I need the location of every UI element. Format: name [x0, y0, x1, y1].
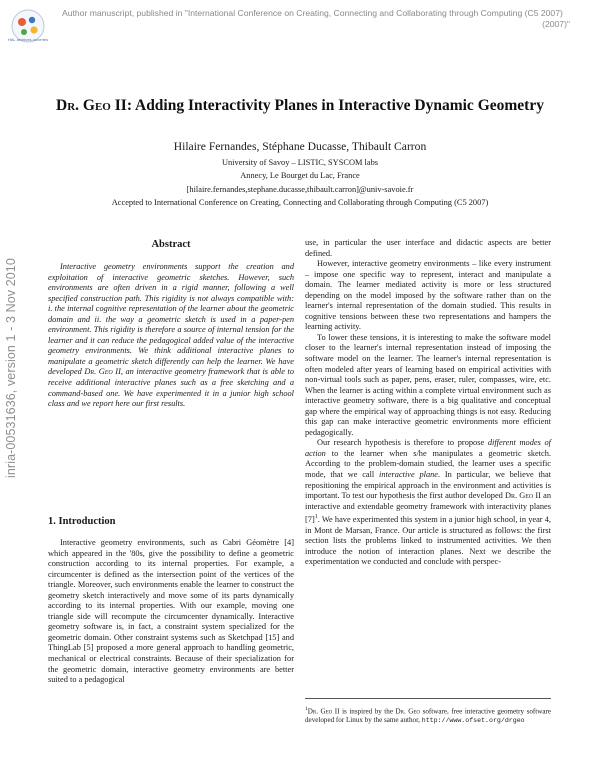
abstract-text-b: , an interactive geometry framework that is able to receive additional interactive planes such as a free sketching and a command-based one. We have experimented it in a junior high school class and we report here our first results.	[48, 367, 294, 409]
hal-logo	[7, 8, 49, 44]
footnote-system-name: Dr. Geo II	[307, 707, 340, 716]
p3-c: to the learner when s/he manipulates a geometric sketch. According to the problem-domain studied, the learner uses a specific mode, that we call	[305, 448, 551, 480]
hal-logo-text: HAL archives-ouvertes	[7, 37, 49, 42]
footnote	[305, 698, 551, 725]
title-rest: : Adding Interactivity Planes in Interactive Dynamic Geometry	[126, 97, 544, 114]
abstract-system-name: Dr. Geo II	[84, 367, 121, 377]
introduction-body	[48, 538, 294, 686]
author-emails: [hilaire.fernandes,stephane.ducasse,thibault.carron]@univ-savoie.fr	[186, 185, 414, 194]
right-paragraph-3	[305, 438, 551, 567]
right-column	[305, 238, 551, 568]
footnote-mark: 1	[305, 706, 308, 712]
right-paragraph-1: However, interactive geometry environments – like every instrument – impose one specific way to represent, interact and manipulate a domain. The learner mediated activity is more or less structured depending on the model imposed by the software rather than on the learner's internal representation of the domain studied. This results in cognitive tensions between these two representations and hampers the learning activity.	[305, 259, 551, 332]
footnote-software-name: Dr. Geo	[395, 707, 421, 716]
p3-emph-plane: interactive plane	[379, 470, 439, 480]
right-paragraph-2: To lower these tensions, it is interesting to make the software model closer to the learner's internal representation instead of imposing the software model on the learner. The learner's internal representation is often modeled after years of learning based on empirical activities with non-virtual tools such as paper, pens, eraser, ruler, compasses, wire, etc. When the learner is acting within a complete virtual environment such as interactive geometry software, there is a big qualitative and conceptual gap where the empirical way of approaching things is not easy. Reducing this gap can make interactive geometric environments more efficient pedagogically.	[305, 332, 551, 437]
p3-system-name: Dr. Geo II	[504, 491, 541, 501]
p3-e: . In particular, we believe that repositioning the empirical approach in the environment and activities is important. To test our hypothesis the first author developed	[305, 470, 551, 501]
section-heading-introduction: 1. Introduction	[48, 516, 116, 527]
title-system-name: Dr. Geo II	[56, 97, 127, 114]
paper-title	[40, 97, 560, 115]
footnote-url[interactable]: http://www.ofset.org/drgeo	[421, 717, 525, 725]
author-list: Hilaire Fernandes, Stéphane Ducasse, Thibault Carron	[173, 140, 427, 153]
affiliation-location: Annecy, Le Bourget du Lac, France	[240, 171, 360, 180]
publication-note	[62, 8, 570, 30]
publication-note-line2: (2007)"	[542, 19, 570, 29]
publication-note-line1: Author manuscript, published in "International Conference on Creating, Connecting and Collaborating through Computing (C5 2007)	[62, 8, 563, 18]
abstract-heading: Abstract	[151, 239, 191, 250]
footnote-text-b: software, free interactive geometry software developed for Linux by the same author,	[305, 707, 552, 725]
abstract-text-a: Interactive geometry environments support the creation and exploitation of interactive geometric sketches. However, such environments are often driven in a rigid manner, following a well specified construction path. This rigidity is not always compatible with: i. the internal cognitive representation of the learner about the geometric domain and ii. the way a geometric sketch is used in a paper-pen environment. This rigidity is therefore a source of internal tension for the learner and it can reduce the pedagogical added value of the interactive geometry environments. We think additional interactive planes to manipulate a geometric sketch differently can help the learner. We have developed	[48, 262, 294, 377]
p3-h: . We have experimented this system in a junior high school, in year 4, in Mont de Marsan, France. Our article is structured as follows: the first section lists the problems linked to instrumented activities. We then introduce the notion of interaction planes. Next we describe the experimentation we conducted and conclude with perspec-	[305, 515, 551, 567]
right-paragraph-0: use, in particular the user interface and didactic aspects are better defined.	[305, 238, 551, 258]
p3-emph-modes: different modes of action	[305, 438, 552, 458]
archive-stamp: inria-00531636, version 1 - 3 Nov 2010	[4, 258, 18, 478]
p3-a: Our research hypothesis is therefore to propose	[317, 438, 488, 448]
p3-g: an interactive and extendable geometry framework with interactivity planes [7]	[305, 491, 551, 524]
footnote-ref[interactable]: 1	[314, 514, 318, 521]
abstract-body	[48, 262, 294, 410]
intro-paragraph-1: Interactive geometry environments, such as Cabri Géomètre [4] which appeared in the '80s, give the possibility to define a geometric construction according to its internal properties. For example, a circumcenter is defined as the intersection point of the vertices of the triangle. Moreover, such environments enable the learner to construct the geometry sketch interactively and move some of its parts dynamically according to its internal properties. With our example, moving one triangle side will recompute the circumcenter dynamically. Interactive geometry software is, in fact, a constraint system specialized for the geometric domain. Other constraint systems such as Sketchpad [15] and ThingLab [5] proposed a more general approach to handling geometric, mechanical or electrical constraints. Because of their specialization for the geometric domain, interactive geometry environments are better suited to a pedagogical	[48, 538, 294, 685]
footnote-text-a: is inspired by the	[339, 707, 396, 716]
acceptance-note: Accepted to International Conference on Creating, Connecting and Collaborating through Computing (C5 2007)	[111, 198, 489, 207]
affiliation-line: University of Savoy – LISTIC, SYSCOM labs	[221, 158, 379, 167]
